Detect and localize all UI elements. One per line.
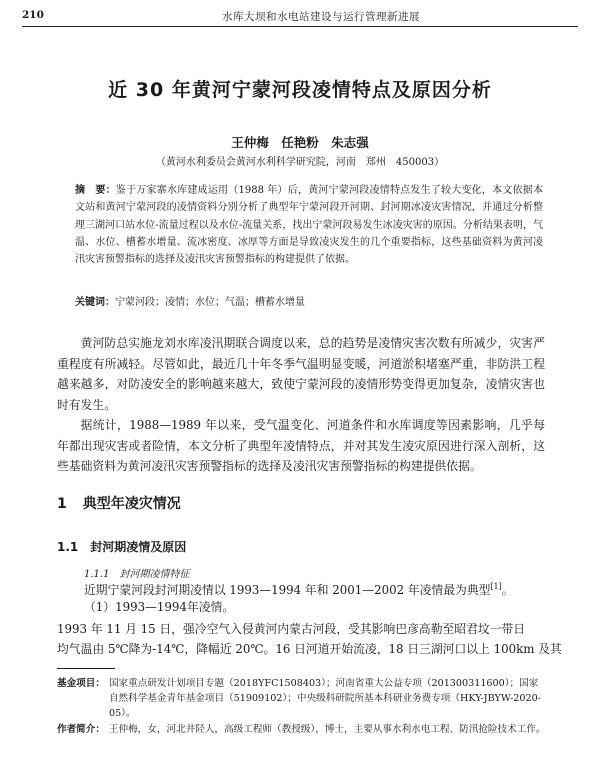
subsubsection-title: 封河期凌情特征: [119, 569, 190, 580]
text-line: 均气温由 5℃降为-14℃，降幅近 20℃。16 日河道开始流凌，18 日三湖河口以上 100km 及其: [57, 642, 562, 656]
keywords: [75, 293, 543, 308]
subsection-heading-1-1: [57, 538, 186, 555]
section-title: 典型年凌灾情况: [82, 496, 181, 512]
abstract: [75, 182, 543, 268]
page-number: 210: [22, 9, 44, 21]
header-rule: [22, 26, 578, 27]
journal-title: 水库大坝和水电站建设与运行管理新进展: [222, 11, 420, 23]
text-line: 1993 年 11 月 15 日，强冷空气入侵黄河内蒙古河段，受其影响巴彦高勒至昭君坟一带日: [57, 622, 526, 636]
keywords-text: 宁蒙河段；凌情；水位；气温；槽蓄水增量: [115, 297, 305, 308]
abstract-text: 鉴于万家寨水库建成运用（1988 年）后，黄河宁蒙河段凌情特点发生了较大变化，本文依据本文站和黄河宁蒙河段的凌情资料分别分析了典型年宁蒙河段开河期、封河期冰凌灾害情况，并通过分析整理三湖河口站水位-流量过程以及水位-流量关系，找出宁蒙河段易发生冰凌灾害的原因。分析结果表明，气温、水位、槽蓄水增量、流冰密度、冰厚等方面是导致凌灾发生的几个重要指标，这些基础资料为黄河凌汛灾害预警指标的选择及凌汛灾害预警指标的构建提供了依据。: [75, 185, 543, 266]
abstract-label: 摘 要：: [75, 185, 116, 196]
footnotes: [57, 676, 547, 737]
article-authors: 王仲梅 任艳粉 朱志强: [231, 135, 369, 150]
fund-text: 国家重点研发计划项目专题（2018YFC1508403）；河南省重大公益专项（201300311600）；国家自然科学基金青年基金项目（51909102）；中央级科研院所基本科研业务费专项（HKY-JBYW-2020-05）。: [108, 678, 541, 720]
author-bio-text: 王仲梅，女，河北井陉人，高级工程师（教授级），博士，主要从事水利水电工程、防汛抢险技术工作。: [108, 723, 546, 735]
section-number: 1: [57, 496, 67, 512]
citation-ref[interactable]: [1]: [490, 582, 502, 591]
author-bio-label: 作者简介：: [57, 723, 105, 735]
author-footnote: [57, 722, 547, 737]
body-paragraph-1: 黄河防总实施龙刘水库凌汛期联合调度以来，总的趋势是凌情灾害次数有所减少，灾害严重程度有所减轻。尽管如此，最近几十年冬季气温明显变暖，河道淤积堵塞严重，非防洪工程越来越多，对防凌安全的影响越来越大，致使宁蒙河段的凌情形势变得更加复杂，凌情灾害也时有发生。: [57, 336, 545, 412]
article-title: 近 30 年黄河宁蒙河段凌情特点及原因分析: [108, 79, 492, 101]
running-header: [22, 6, 578, 26]
fund-footnote: [57, 676, 547, 722]
text-line: 近期宁蒙河段封河期凌情以 1993—1994 年和 2001—2002 年凌情最为典型[1]。: [84, 582, 514, 597]
subsection-number: 1.1: [57, 540, 79, 554]
text-line: （1）1993—1994年凌情。: [84, 600, 235, 614]
keywords-label: 关键词：: [75, 297, 115, 308]
body-paragraph-2: 据统计，1988—1989 年以来，受气温变化、河道条件和水库调度等因素影响，几乎每年都出现灾害或者险情，本文分析了典型年凌情特点，并对其发生凌灾原因进行深入剖析，这些基础资料为黄河凌汛灾害预警指标的选择及凌汛灾害预警指标的构建提供依据。: [57, 418, 545, 474]
subsubsection-number: 1.1.1: [84, 569, 110, 580]
footnote-rule: [57, 668, 115, 669]
subsection-title: 封河期凌情及原因: [90, 540, 187, 554]
article-affiliation: （黄河水利委员会黄河水利科学研究院，河南 郑州 450003）: [155, 157, 445, 168]
section-heading-1: [57, 493, 181, 513]
fund-label: 基金项目：: [57, 678, 105, 689]
